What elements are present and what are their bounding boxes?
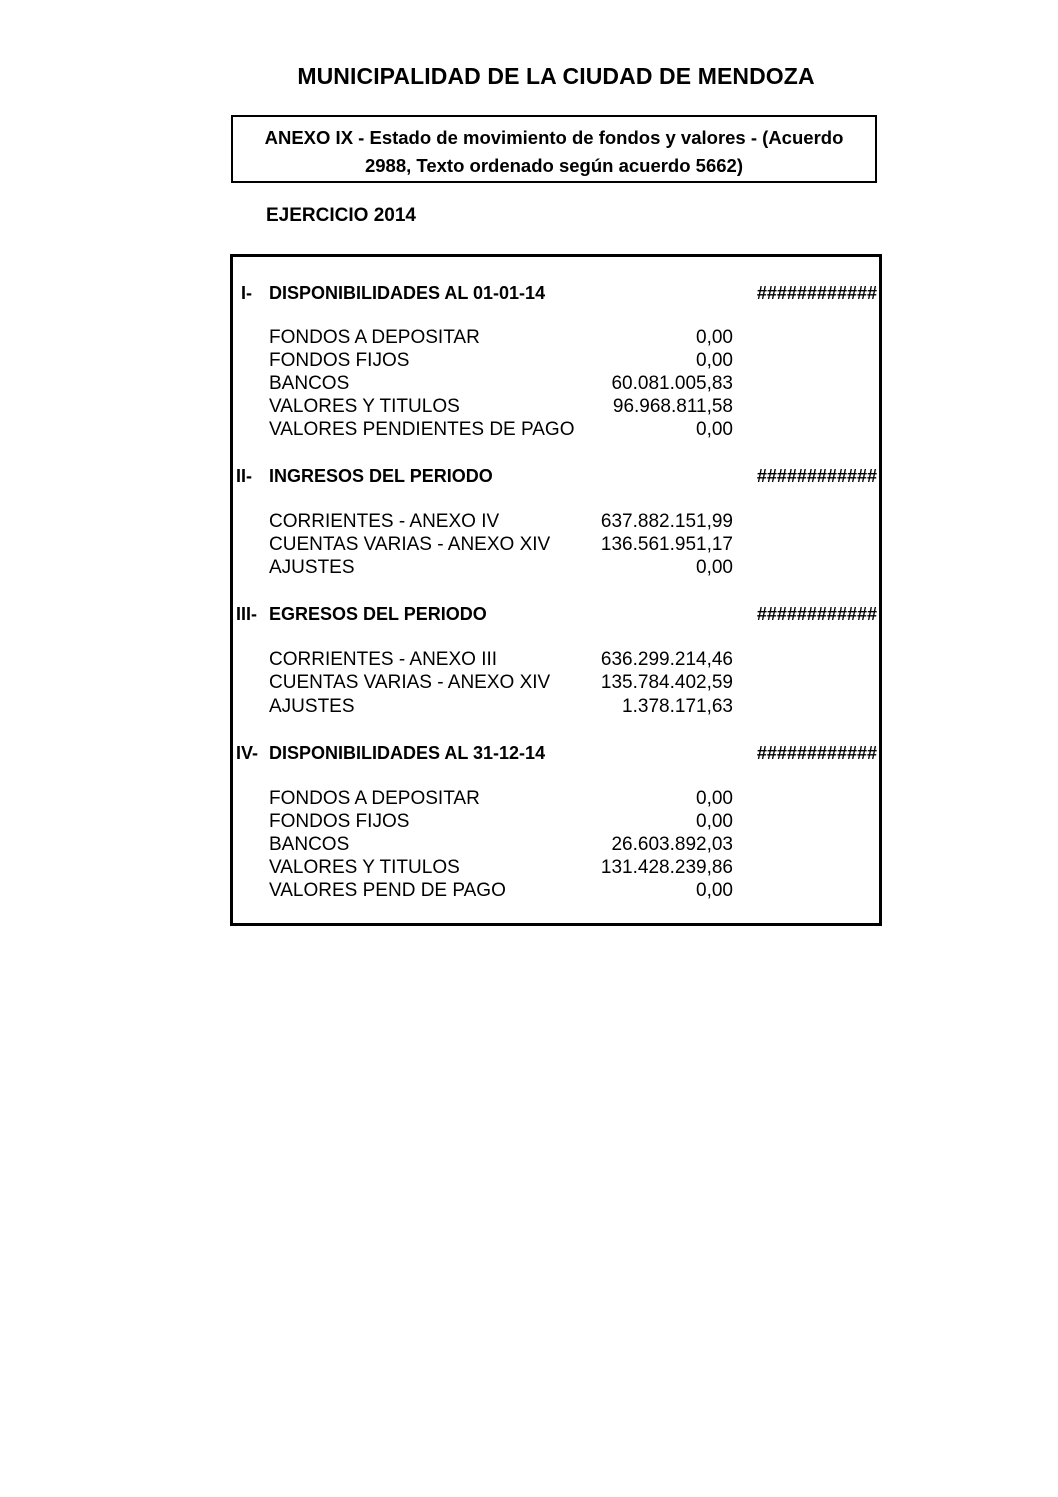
section-4-number: IV- xyxy=(236,743,259,763)
section-1-item-value: 0,00 xyxy=(696,327,733,348)
funds-statement-table xyxy=(230,254,882,926)
section-1-total: ############ xyxy=(756,283,877,303)
annex-title-box xyxy=(231,115,877,183)
section-4-item-value: 26.603.892,03 xyxy=(611,834,733,855)
section-4-item-value: 0,00 xyxy=(696,788,733,809)
section-4-item-label: BANCOS xyxy=(269,834,350,855)
section-4-item-value: 0,00 xyxy=(696,811,733,832)
section-1-item-label: VALORES Y TITULOS xyxy=(269,396,460,417)
section-1-number: I- xyxy=(241,283,252,303)
section-3-item-label: AJUSTES xyxy=(269,696,355,717)
section-3-item-label: CUENTAS VARIAS - ANEXO XIV xyxy=(269,672,551,693)
section-2-item-value: 637.882.151,99 xyxy=(600,511,733,532)
section-1-item-label: FONDOS FIJOS xyxy=(269,350,410,371)
section-3-number: III- xyxy=(236,604,257,624)
section-1-title: DISPONIBILIDADES AL 01-01-14 xyxy=(269,283,546,303)
section-3-item-value: 135.784.402,59 xyxy=(600,672,733,693)
section-4-item-label: FONDOS A DEPOSITAR xyxy=(269,788,480,809)
section-1-item-value: 96.968.811,58 xyxy=(612,396,733,417)
section-3-title: EGRESOS DEL PERIODO xyxy=(269,604,487,624)
section-2-item-label: CUENTAS VARIAS - ANEXO XIV xyxy=(269,534,551,555)
section-3-item-value: 1.378.171,63 xyxy=(622,696,733,717)
section-4-item-label: VALORES Y TITULOS xyxy=(269,857,460,878)
section-4-item-value: 0,00 xyxy=(696,880,733,901)
section-4-title: DISPONIBILIDADES AL 31-12-14 xyxy=(269,743,546,763)
section-2-item-label: AJUSTES xyxy=(269,557,355,578)
section-2-item-value: 136.561.951,17 xyxy=(600,534,733,555)
section-2-number: II- xyxy=(236,466,252,486)
section-1-item-value: 0,00 xyxy=(696,350,733,371)
exercise-year: EJERCICIO 2014 xyxy=(266,205,416,226)
section-3-item-label: CORRIENTES - ANEXO III xyxy=(269,649,498,670)
section-3-total: ############ xyxy=(756,604,877,624)
section-2-total: ############ xyxy=(756,466,877,486)
section-4-item-label: VALORES PEND DE PAGO xyxy=(269,880,506,901)
section-1-item-label: FONDOS A DEPOSITAR xyxy=(269,327,480,348)
section-2-item-label: CORRIENTES - ANEXO IV xyxy=(269,511,500,532)
section-4-item-value: 131.428.239,86 xyxy=(600,857,733,878)
section-1-item-value: 0,00 xyxy=(696,419,733,440)
annex-title-line-1: ANEXO IX - Estado de movimiento de fondos y valores - (Acuerdo xyxy=(264,127,844,148)
section-1-item-value: 60.081.005,83 xyxy=(611,373,733,394)
annex-title-line-2: 2988, Texto ordenado según acuerdo 5662) xyxy=(364,155,743,176)
section-2-title: INGRESOS DEL PERIODO xyxy=(269,466,493,486)
section-2-item-value: 0,00 xyxy=(696,557,733,578)
section-1-item-label: BANCOS xyxy=(269,373,350,394)
section-3-item-value: 636.299.214,46 xyxy=(600,649,733,670)
page-title: MUNICIPALIDAD DE LA CIUDAD DE MENDOZA xyxy=(297,63,815,89)
section-4-item-label: FONDOS FIJOS xyxy=(269,811,410,832)
section-1-item-label: VALORES PENDIENTES DE PAGO xyxy=(269,419,575,440)
section-4-total: ############ xyxy=(756,743,877,763)
